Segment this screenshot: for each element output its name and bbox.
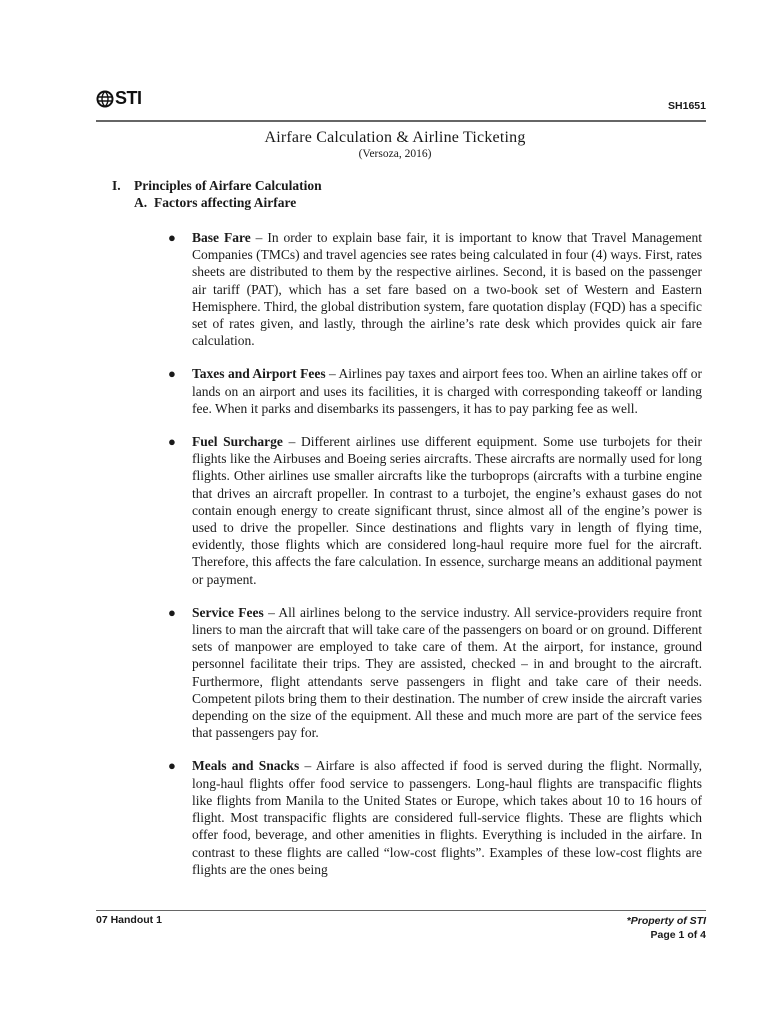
item-paragraph: [192, 365, 702, 417]
item-paragraph: [192, 757, 702, 877]
bullet-icon: ●: [168, 758, 176, 774]
header-divider: [96, 120, 706, 122]
section-heading: [112, 178, 322, 194]
item-term: Fuel Surcharge: [192, 434, 283, 450]
document-code: SH1651: [668, 100, 706, 112]
globe-icon: [96, 90, 114, 108]
subsection-number: A.: [134, 195, 148, 210]
list-item: [168, 604, 702, 742]
list-item: [168, 433, 702, 588]
item-term: Service Fees: [192, 604, 264, 620]
logo-text: STI: [115, 88, 142, 108]
subsection-heading: [134, 195, 296, 211]
page-number: Page 1 of 4: [650, 929, 706, 941]
item-text: – In order to explain base fair, it is important to know that Travel Management Companies (TMCs) and travel agencies see rates being calculated in four (4) ways. First, rates sheets are distributed to them by the respective airlines. Second, it is based on the passenger air tariff (PAT), which has a set fare based on a two-book set of Western and Eastern Hemisphere. Third, the global distribution system, fare quotation display (FQD) has a specific set of rates given, and lastly, through the airline’s rate desk which provides quick air fare calculation.: [192, 230, 702, 349]
item-text: – Different airlines use different equipment. Some use turbojets for their flights like the Airbuses and Boeing series aircrafts. These aircrafts are normally used for long flights. Other airlines use smaller aircrafts like the turboprops (aircrafts with a turbine engine that drives an aircraft propeller. In contrast to a turbojet, the engine’s exhaust gases do not contain enough energy to create significant thrust, since almost all of the engine’s power is used to drive the propeller. Since destinations and flights vary in length of flying time, evidently, those flights which are considered long-haul require more fuel for the aircraft. Therefore, this affects the fare calculation. In essence, surcharge means an additional payment or payment.: [192, 434, 702, 587]
section-number: I.: [112, 178, 121, 193]
item-text: – All airlines belong to the service industry. All service-providers require front liners to man the aircraft that will take care of the passengers on board or on ground. Different sets of manpower are employed to take care of them. At the airport, for instance, ground personnel facilitate their trips. They are assisted, checked – in and brought to the aircraft. Furthermore, flight attendants serve passengers in flight and take care of their needs. Competent pilots bring them to their destination. The number of crew inside the aircraft varies depending on the size of the equipment. All these and much more are part of the service fees that passengers pay for.: [192, 604, 702, 741]
subsection-title: Factors affecting Airfare: [154, 195, 297, 210]
handout-label: 07 Handout 1: [96, 914, 162, 926]
item-paragraph: [192, 229, 702, 349]
item-paragraph: [192, 604, 702, 742]
item-term: Taxes and Airport Fees: [192, 366, 326, 382]
bullet-icon: ●: [168, 604, 176, 620]
item-text: – Airlines pay taxes and airport fees too. When an airline takes off or lands on an airport and uses its facilities, it is charged with corresponding takeoff or landing fee. When it parks and disembarks its passengers, it has to pay parking fee as well.: [192, 366, 702, 416]
page-header: [96, 88, 706, 120]
section-title: Principles of Airfare Calculation: [134, 178, 322, 193]
page-footer: [627, 914, 706, 942]
property-notice: *Property of STI: [626, 915, 706, 927]
footer-divider: [96, 910, 706, 911]
document-citation: (Versoza, 2016): [358, 148, 432, 160]
bullet-icon: ●: [168, 230, 176, 245]
list-item: [168, 229, 702, 349]
item-term: Base Fare: [192, 230, 251, 245]
item-paragraph: [192, 433, 702, 588]
document-title: Airfare Calculation & Airline Ticketing: [264, 129, 526, 146]
bullet-icon: ●: [168, 434, 176, 450]
list-item: [168, 757, 702, 877]
factor-list: [168, 229, 702, 894]
item-term: Meals and Snacks: [192, 758, 300, 774]
bullet-icon: ●: [168, 366, 176, 382]
item-text: – Airfare is also affected if food is served during the flight. Normally, long-haul flights offer food service to passengers. Long-haul flights are transpacific flights like flights from Manila to the United States or Europe, which takes about 10 to 16 hours of flight. Most transpacific flights are considered full-service flights. These are flights which offer food, beverage, and other amenities in flights. Everything is included in the airfare. In contrast to these flights are called “low-cost flights”. Examples of these low-cost flights are flights are the ones being: [192, 758, 702, 877]
list-item: [168, 365, 702, 417]
sti-logo: [96, 88, 142, 109]
